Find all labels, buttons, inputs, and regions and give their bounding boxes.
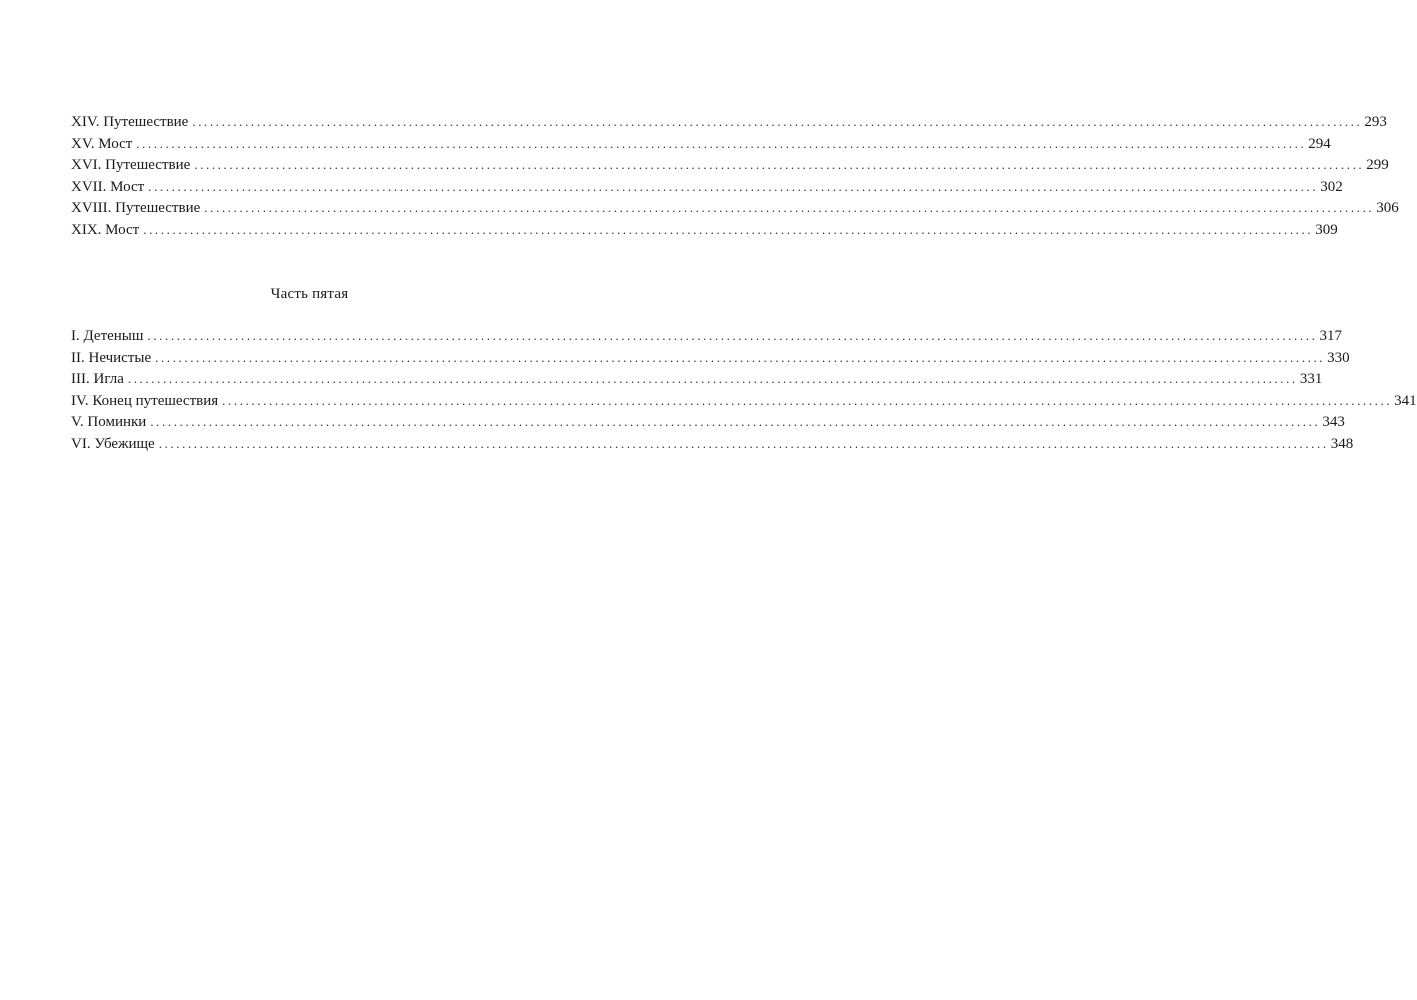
toc-leader-dots: ........................................................................................................................................................................................................ [136,135,1307,151]
toc-entry-page: 306 [1376,200,1399,217]
toc-leader-dots: ........................................................................................................................................................................................................ [127,371,1298,387]
part-heading: Часть пятая [270,286,349,302]
toc-entry-title: XVI. Путешествие [71,157,191,174]
toc-leader-dots: ........................................................................................................................................................................................................ [148,178,1319,194]
toc-entry [71,219,1338,241]
toc-entry [71,325,1342,347]
toc-entry-page: 343 [1322,414,1345,431]
toc-leader-dots: ........................................................................................................................................................................................................ [143,221,1314,237]
toc-entry [71,390,1417,412]
toc-entry-title: VI. Убежище [71,435,155,452]
toc-entry-title: II. Нечистые [71,349,152,366]
toc-leader-dots: ........................................................................................................................................................................................................ [158,435,1329,451]
toc-entry [71,433,1354,455]
toc-list-part-five [71,325,1417,455]
toc-leader-dots: ........................................................................................................................................................................................................ [222,392,1393,408]
toc-entry [71,411,1345,433]
toc-entry-page: 331 [1299,371,1323,388]
toc-list-part-four [71,111,1399,241]
toc-entry [71,197,1399,219]
toc-entry-page: 309 [1315,221,1338,238]
toc-entry-title: XIX. Мост [71,221,140,238]
toc-leader-dots: ........................................................................................................................................................................................................ [192,114,1363,129]
toc-leader-dots: ........................................................................................................................................................................................................ [147,328,1318,343]
toc-entry-title: I. Детеныш [71,328,144,344]
toc-leader-dots: ........................................................................................................................................................................................................ [194,157,1365,173]
toc-entry-title: XVII. Мост [71,178,145,195]
toc-entry-page: 317 [1319,328,1342,344]
toc-entry-page: 299 [1366,157,1389,174]
toc-entry-title: V. Поминки [71,414,147,431]
toc-entry-page: 293 [1364,114,1387,130]
toc-entry [71,111,1387,133]
toc-entry-page: 348 [1330,435,1354,452]
toc-entry-title: III. Игла [71,371,124,388]
toc-entry-title: XIV. Путешествие [71,114,189,130]
toc-entry-title: IV. Конец путешествия [71,392,219,409]
toc-entry-page: 294 [1308,135,1331,152]
toc-entry [71,133,1331,155]
toc-leader-dots: ........................................................................................................................................................................................................ [150,414,1321,430]
toc-entry-page: 341 [1394,392,1417,409]
toc-entry [71,368,1323,390]
toc-entry-title: XVIII. Путешествие [71,200,201,217]
toc-entry [71,176,1343,198]
toc-entry [71,154,1389,176]
toc-leader-dots: ........................................................................................................................................................................................................ [204,200,1375,216]
toc-entry-page: 302 [1320,178,1343,195]
toc-entry [71,347,1350,369]
toc-leader-dots: ........................................................................................................................................................................................................ [155,349,1326,365]
toc-entry-title: XV. Мост [71,135,133,152]
toc-entry-page: 330 [1327,349,1350,366]
